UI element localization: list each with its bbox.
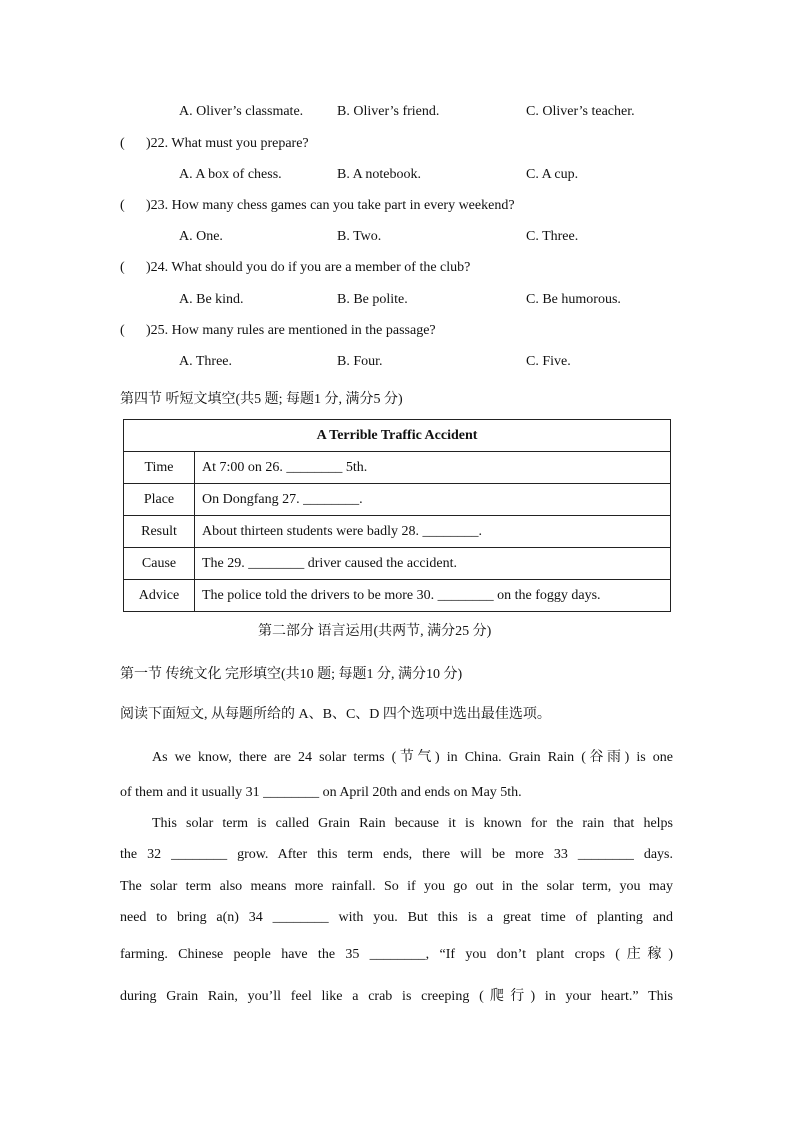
q23-option-a: A. One. bbox=[179, 229, 223, 244]
passage-line: As we know, there are 24 solar terms (节气) in China. Grain Rain (谷雨) is one bbox=[152, 750, 673, 765]
part-2-section-1-title: 第一节 传统文化 完形填空(共10 题; 每题1 分, 满分10 分) bbox=[120, 667, 463, 682]
row-content: About thirteen students were badly 28. ________. bbox=[195, 516, 671, 548]
table-row bbox=[124, 548, 671, 580]
q25-option-b: B. Four. bbox=[337, 354, 383, 369]
question-stem: )25. How many rules are mentioned in the passage? bbox=[146, 323, 436, 338]
q22-option-c: C. A cup. bbox=[526, 167, 579, 182]
table-row bbox=[124, 580, 671, 612]
passage-line: the 32 ________ grow. After this term ends, there will be more 33 ________ days. bbox=[120, 847, 673, 862]
row-content: At 7:00 on 26. ________ 5th. bbox=[195, 452, 671, 484]
q25-option-a: A. Three. bbox=[179, 354, 232, 369]
row-label: Time bbox=[124, 452, 195, 484]
question-25 bbox=[120, 323, 436, 339]
passage-line: during Grain Rain, you’ll feel like a crab is creeping (爬行) in your heart.” This bbox=[120, 989, 673, 1004]
q23-option-b: B. Two. bbox=[337, 229, 382, 244]
table-row bbox=[124, 516, 671, 548]
table-row bbox=[124, 484, 671, 516]
section-4-title: 第四节 听短文填空(共5 题; 每题1 分, 满分5 分) bbox=[120, 392, 403, 407]
q24-option-b: B. Be polite. bbox=[337, 292, 408, 307]
row-label: Result bbox=[124, 516, 195, 548]
table-title-row bbox=[124, 420, 671, 452]
q21-option-c: C. Oliver’s teacher. bbox=[526, 104, 635, 119]
passage-line: need to bring a(n) 34 ________ with you. But this is a great time of planting and bbox=[120, 910, 673, 925]
q23-option-c: C. Three. bbox=[526, 229, 579, 244]
q21-option-a: A. Oliver’s classmate. bbox=[179, 104, 304, 119]
q21-option-b: B. Oliver’s friend. bbox=[337, 104, 440, 119]
question-stem: )24. What should you do if you are a member of the club? bbox=[146, 260, 471, 275]
row-content: The police told the drivers to be more 30. ________ on the foggy days. bbox=[195, 580, 671, 612]
table-row bbox=[124, 452, 671, 484]
answer-bracket: ( bbox=[120, 323, 125, 338]
answer-bracket: ( bbox=[120, 198, 125, 213]
row-content: The 29. ________ driver caused the accident. bbox=[195, 548, 671, 580]
table-title: A Terrible Traffic Accident bbox=[124, 420, 671, 452]
row-label: Advice bbox=[124, 580, 195, 612]
question-22 bbox=[120, 136, 309, 152]
answer-bracket: ( bbox=[120, 260, 125, 275]
row-label: Cause bbox=[124, 548, 195, 580]
answer-bracket: ( bbox=[120, 136, 125, 151]
q24-option-c: C. Be humorous. bbox=[526, 292, 621, 307]
question-stem: )23. How many chess games can you take part in every weekend? bbox=[146, 198, 515, 213]
row-label: Place bbox=[124, 484, 195, 516]
listening-fill-table bbox=[123, 419, 671, 612]
question-24 bbox=[120, 260, 470, 276]
passage-line: farming. Chinese people have the 35 ________, “If you don’t plant crops (庄稼) bbox=[120, 947, 673, 962]
q22-option-a: A. A box of chess. bbox=[179, 167, 282, 182]
q24-option-a: A. Be kind. bbox=[179, 292, 244, 307]
row-content: On Dongfang 27. ________. bbox=[195, 484, 671, 516]
passage-line: of them and it usually 31 ________ on April 20th and ends on May 5th. bbox=[120, 785, 522, 800]
question-stem: )22. What must you prepare? bbox=[146, 136, 309, 151]
q25-option-c: C. Five. bbox=[526, 354, 571, 369]
passage-line: The solar term also means more rainfall. So if you go out in the solar term, you may bbox=[120, 879, 673, 894]
instruction-text: 阅读下面短文, 从每题所给的 A、B、C、D 四个选项中选出最佳选项。 bbox=[120, 707, 551, 722]
part-2-title: 第二部分 语言运用(共两节, 满分25 分) bbox=[258, 624, 492, 639]
q22-option-b: B. A notebook. bbox=[337, 167, 422, 182]
passage-line: This solar term is called Grain Rain because it is known for the rain that helps bbox=[152, 816, 673, 831]
question-23 bbox=[120, 198, 515, 214]
